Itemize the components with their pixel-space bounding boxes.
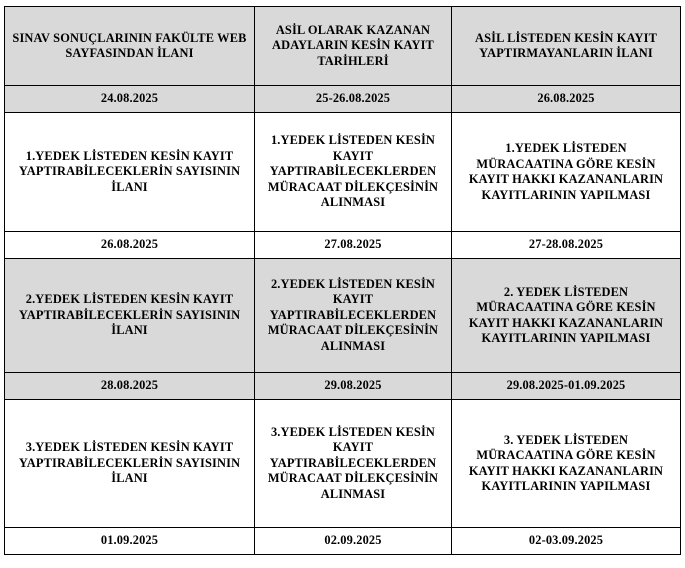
activity-cell: 3.YEDEK LİSTEDEN KESİN KAYIT YAPTIRABİLECEKLERİN SAYISININ İLANI: [5, 400, 255, 528]
header-row: [5, 7, 681, 86]
activity-cell: 3. YEDEK LİSTEDEN MÜRACAATINA GÖRE KESİN KAYIT HAKKI KAZANANLARIN KAYITLARININ YAPILMASI: [452, 400, 681, 528]
date-cell: 29.08.2025-01.09.2025: [452, 373, 681, 400]
date-cell: 26.08.2025: [5, 232, 255, 259]
header-cell-unregistered-announcement: ASİL LİSTEDEN KESİN KAYIT YAPTIRMAYANLARIN İLANI: [452, 7, 681, 86]
date-cell: 02-03.09.2025: [452, 528, 681, 555]
date-row-reserve-2: [5, 373, 681, 400]
date-cell: 25-26.08.2025: [255, 86, 452, 113]
activity-cell: 2. YEDEK LİSTEDEN MÜRACAATINA GÖRE KESİN KAYIT HAKKI KAZANANLARIN KAYITLARININ YAPILMASI: [452, 259, 681, 373]
activity-row-reserve-2: [5, 259, 681, 373]
date-cell: 27-28.08.2025: [452, 232, 681, 259]
date-cell: 01.09.2025: [5, 528, 255, 555]
activity-cell: 1.YEDEK LİSTEDEN MÜRACAATINA GÖRE KESİN KAYIT HAKKI KAZANANLARIN KAYITLARININ YAPILMASI: [452, 113, 681, 232]
date-row-main: [5, 86, 681, 113]
header-cell-announcement: SINAV SONUÇLARININ FAKÜLTE WEB SAYFASINDAN İLANI: [5, 7, 255, 86]
date-row-reserve-3: [5, 528, 681, 555]
date-cell: 02.09.2025: [255, 528, 452, 555]
date-cell: 26.08.2025: [452, 86, 681, 113]
activity-cell: 2.YEDEK LİSTEDEN KESİN KAYIT YAPTIRABİLECEKLERİN SAYISININ İLANI: [5, 259, 255, 373]
date-row-reserve-1: [5, 232, 681, 259]
date-cell: 29.08.2025: [255, 373, 452, 400]
date-cell: 28.08.2025: [5, 373, 255, 400]
date-cell: 27.08.2025: [255, 232, 452, 259]
activity-cell: 1.YEDEK LİSTEDEN KESİN KAYIT YAPTIRABİLECEKLERİN SAYISININ İLANI: [5, 113, 255, 232]
activity-row-reserve-3: [5, 400, 681, 528]
activity-row-reserve-1: [5, 113, 681, 232]
activity-cell: 2.YEDEK LİSTEDEN KESİN KAYIT YAPTIRABİLECEKLERDEN MÜRACAAT DİLEKÇESİNİN ALINMASI: [255, 259, 452, 373]
activity-cell: 3.YEDEK LİSTEDEN KESİN KAYIT YAPTIRABİLECEKLERDEN MÜRACAAT DİLEKÇESİNİN ALINMASI: [255, 400, 452, 528]
schedule-table: [4, 6, 681, 555]
header-cell-registration-dates: ASİL OLARAK KAZANAN ADAYLARIN KESİN KAYIT TARİHLERİ: [255, 7, 452, 86]
activity-cell: 1.YEDEK LİSTEDEN KESİN KAYIT YAPTIRABİLECEKLERDEN MÜRACAAT DİLEKÇESİNİN ALINMASI: [255, 113, 452, 232]
date-cell: 24.08.2025: [5, 86, 255, 113]
